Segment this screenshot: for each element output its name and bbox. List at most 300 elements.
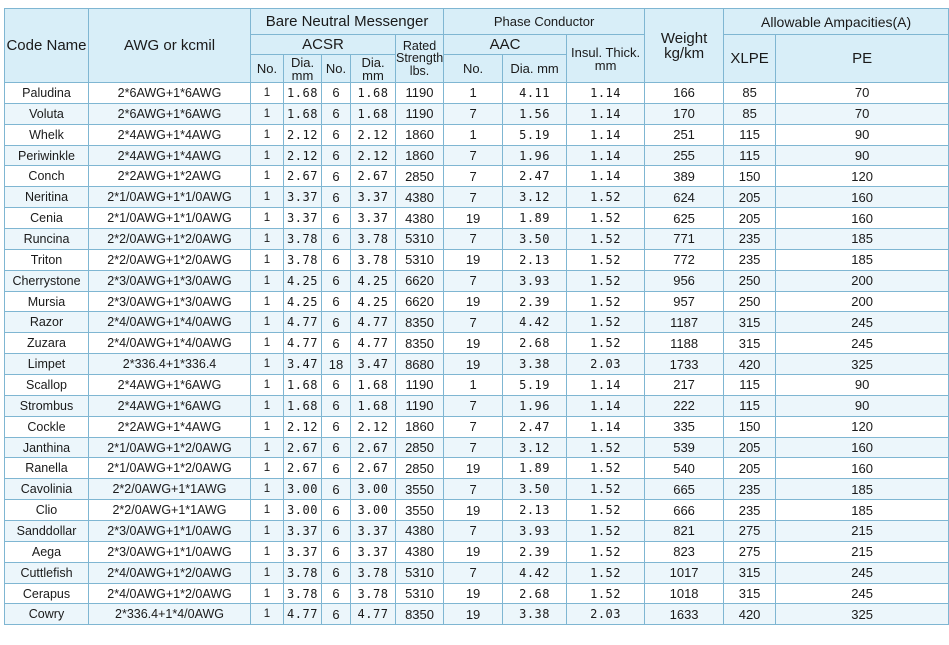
header-acsr: ACSR	[251, 35, 396, 55]
cell-aac-dia: 2.39	[503, 291, 567, 312]
cell-aac-no: 19	[444, 500, 503, 521]
cell-weight: 251	[645, 124, 724, 145]
cell-aac-no: 19	[444, 249, 503, 270]
cell-pe: 70	[776, 83, 949, 104]
table-body	[5, 83, 949, 625]
cell-aac-no: 7	[444, 479, 503, 500]
cell-weight: 821	[645, 521, 724, 542]
cell-aac-no: 19	[444, 208, 503, 229]
cell-xlpe: 250	[724, 270, 776, 291]
table-row	[5, 500, 949, 521]
cell-acsr-dia-2: 4.25	[351, 270, 396, 291]
cell-pe: 245	[776, 333, 949, 354]
cell-code-name: Sanddollar	[5, 521, 89, 542]
cell-code-name: Mursia	[5, 291, 89, 312]
cell-code-name: Neritina	[5, 187, 89, 208]
cell-xlpe: 205	[724, 437, 776, 458]
cell-rated-strength: 2850	[396, 437, 444, 458]
cell-acsr-dia: 3.00	[284, 500, 322, 521]
table-row	[5, 249, 949, 270]
cell-acsr-no: 1	[251, 583, 284, 604]
table-row	[5, 375, 949, 396]
cell-pe: 200	[776, 270, 949, 291]
header-weight: Weight kg/km	[645, 9, 724, 83]
cell-acsr-no-2: 6	[322, 145, 351, 166]
cell-acsr-dia-2: 3.78	[351, 583, 396, 604]
cell-code-name: Limpet	[5, 354, 89, 375]
cell-weight: 1187	[645, 312, 724, 333]
cell-acsr-dia-2: 3.47	[351, 354, 396, 375]
cell-weight: 772	[645, 249, 724, 270]
cell-acsr-dia: 3.37	[284, 541, 322, 562]
cell-code-name: Aega	[5, 541, 89, 562]
cell-rated-strength: 8350	[396, 604, 444, 625]
cell-acsr-no-2: 6	[322, 333, 351, 354]
cell-pe: 90	[776, 124, 949, 145]
cell-acsr-dia-2: 3.00	[351, 500, 396, 521]
table-row	[5, 187, 949, 208]
cell-acsr-no-2: 6	[322, 312, 351, 333]
header-phase-conductor: Phase Conductor	[444, 9, 645, 35]
cell-rated-strength: 8680	[396, 354, 444, 375]
cell-aac-dia: 5.19	[503, 124, 567, 145]
cell-aac-dia: 3.50	[503, 479, 567, 500]
cell-aac-dia: 3.12	[503, 187, 567, 208]
cell-weight: 956	[645, 270, 724, 291]
cell-acsr-no-2: 6	[322, 416, 351, 437]
cell-pe: 185	[776, 479, 949, 500]
header-aac-dia: Dia. mm	[503, 55, 567, 83]
cell-acsr-no: 1	[251, 124, 284, 145]
cell-code-name: Cherrystone	[5, 270, 89, 291]
cell-awg: 2*4AWG+1*6AWG	[89, 375, 251, 396]
table-header	[5, 9, 949, 83]
cell-pe: 120	[776, 416, 949, 437]
cell-insul-thick: 1.14	[567, 166, 645, 187]
cell-acsr-no-2: 6	[322, 521, 351, 542]
cell-insul-thick: 1.52	[567, 521, 645, 542]
cell-aac-dia: 3.93	[503, 270, 567, 291]
cell-xlpe: 150	[724, 166, 776, 187]
cell-rated-strength: 1190	[396, 103, 444, 124]
cell-insul-thick: 1.52	[567, 291, 645, 312]
header-bare-neutral: Bare Neutral Messenger	[251, 9, 444, 35]
cell-acsr-dia-2: 1.68	[351, 395, 396, 416]
cell-awg: 2*2AWG+1*2AWG	[89, 166, 251, 187]
cell-xlpe: 235	[724, 500, 776, 521]
cell-acsr-no: 1	[251, 312, 284, 333]
cell-code-name: Voluta	[5, 103, 89, 124]
cell-aac-no: 7	[444, 416, 503, 437]
cell-rated-strength: 1190	[396, 395, 444, 416]
cell-acsr-no: 1	[251, 103, 284, 124]
cell-acsr-no: 1	[251, 249, 284, 270]
cell-acsr-no-2: 6	[322, 583, 351, 604]
cell-acsr-dia: 4.77	[284, 333, 322, 354]
cell-aac-no: 7	[444, 166, 503, 187]
cell-awg: 2*336.4+1*4/0AWG	[89, 604, 251, 625]
cell-aac-no: 7	[444, 521, 503, 542]
cell-awg: 2*4/0AWG+1*4/0AWG	[89, 333, 251, 354]
cell-xlpe: 235	[724, 229, 776, 250]
cell-acsr-no: 1	[251, 562, 284, 583]
cell-acsr-no: 1	[251, 521, 284, 542]
cell-weight: 166	[645, 83, 724, 104]
cell-code-name: Paludina	[5, 83, 89, 104]
cell-acsr-no-2: 6	[322, 291, 351, 312]
cell-weight: 389	[645, 166, 724, 187]
cell-code-name: Runcina	[5, 229, 89, 250]
cell-aac-no: 19	[444, 458, 503, 479]
cell-weight: 666	[645, 500, 724, 521]
cell-acsr-dia-2: 3.37	[351, 187, 396, 208]
cell-rated-strength: 1860	[396, 145, 444, 166]
cell-aac-no: 19	[444, 333, 503, 354]
table-row	[5, 521, 949, 542]
cell-acsr-dia-2: 4.77	[351, 333, 396, 354]
table-row	[5, 124, 949, 145]
cell-acsr-dia-2: 3.37	[351, 208, 396, 229]
cell-acsr-dia: 4.25	[284, 291, 322, 312]
cell-acsr-no: 1	[251, 395, 284, 416]
cell-weight: 823	[645, 541, 724, 562]
header-acsr-dia: Dia. mm	[284, 55, 322, 83]
cell-code-name: Conch	[5, 166, 89, 187]
cell-acsr-no-2: 6	[322, 395, 351, 416]
cell-acsr-dia-2: 2.12	[351, 124, 396, 145]
cell-awg: 2*6AWG+1*6AWG	[89, 83, 251, 104]
cell-code-name: Periwinkle	[5, 145, 89, 166]
cell-code-name: Cenia	[5, 208, 89, 229]
cell-acsr-no: 1	[251, 437, 284, 458]
header-acsr-dia-2: Dia. mm	[351, 55, 396, 83]
cell-awg: 2*2/0AWG+1*2/0AWG	[89, 249, 251, 270]
cell-rated-strength: 6620	[396, 291, 444, 312]
cell-acsr-no: 1	[251, 270, 284, 291]
cell-acsr-no: 1	[251, 375, 284, 396]
cell-acsr-dia: 3.37	[284, 208, 322, 229]
cell-acsr-no: 1	[251, 208, 284, 229]
cell-acsr-dia: 3.47	[284, 354, 322, 375]
cell-pe: 245	[776, 562, 949, 583]
cell-awg: 2*4AWG+1*4AWG	[89, 145, 251, 166]
cell-aac-dia: 3.12	[503, 437, 567, 458]
cell-weight: 539	[645, 437, 724, 458]
cell-insul-thick: 1.52	[567, 541, 645, 562]
cell-rated-strength: 2850	[396, 166, 444, 187]
cell-acsr-dia-2: 3.00	[351, 479, 396, 500]
cell-weight: 625	[645, 208, 724, 229]
cell-aac-dia: 2.13	[503, 249, 567, 270]
cell-awg: 2*3/0AWG+1*3/0AWG	[89, 291, 251, 312]
cell-acsr-no-2: 6	[322, 375, 351, 396]
header-awg: AWG or kcmil	[89, 9, 251, 83]
table-row	[5, 541, 949, 562]
cell-rated-strength: 5310	[396, 583, 444, 604]
cell-acsr-dia-2: 3.78	[351, 229, 396, 250]
cell-awg: 2*4/0AWG+1*2/0AWG	[89, 583, 251, 604]
cell-aac-no: 19	[444, 583, 503, 604]
cell-rated-strength: 3550	[396, 479, 444, 500]
cell-awg: 2*6AWG+1*6AWG	[89, 103, 251, 124]
cell-rated-strength: 1860	[396, 416, 444, 437]
cell-acsr-dia: 3.78	[284, 583, 322, 604]
cell-insul-thick: 1.52	[567, 333, 645, 354]
cell-acsr-no-2: 6	[322, 103, 351, 124]
cell-awg: 2*1/0AWG+1*1/0AWG	[89, 208, 251, 229]
cell-insul-thick: 1.52	[567, 249, 645, 270]
cell-acsr-dia: 4.77	[284, 604, 322, 625]
cell-aac-no: 7	[444, 395, 503, 416]
header-aac-no: No.	[444, 55, 503, 83]
cell-code-name: Whelk	[5, 124, 89, 145]
cell-pe: 200	[776, 291, 949, 312]
cell-acsr-dia: 1.68	[284, 375, 322, 396]
cell-acsr-dia-2: 4.25	[351, 291, 396, 312]
cell-awg: 2*336.4+1*336.4	[89, 354, 251, 375]
cell-acsr-no-2: 6	[322, 208, 351, 229]
cell-aac-no: 1	[444, 83, 503, 104]
cell-awg: 2*1/0AWG+1*1/0AWG	[89, 187, 251, 208]
cell-aac-no: 1	[444, 375, 503, 396]
cell-rated-strength: 5310	[396, 229, 444, 250]
cell-pe: 90	[776, 145, 949, 166]
cell-insul-thick: 1.14	[567, 395, 645, 416]
cell-aac-dia: 2.39	[503, 541, 567, 562]
cell-acsr-no: 1	[251, 166, 284, 187]
cell-awg: 2*4/0AWG+1*2/0AWG	[89, 562, 251, 583]
cell-acsr-dia: 3.78	[284, 562, 322, 583]
cell-rated-strength: 4380	[396, 541, 444, 562]
cell-rated-strength: 1860	[396, 124, 444, 145]
cell-aac-dia: 2.13	[503, 500, 567, 521]
cell-awg: 2*4AWG+1*6AWG	[89, 395, 251, 416]
cell-acsr-no: 1	[251, 500, 284, 521]
cell-acsr-no-2: 6	[322, 187, 351, 208]
cell-weight: 665	[645, 479, 724, 500]
cell-aac-dia: 3.93	[503, 521, 567, 542]
header-rated-strength: Rated Strength lbs.	[396, 35, 444, 83]
cell-aac-dia: 1.56	[503, 103, 567, 124]
cell-acsr-dia-2: 4.77	[351, 312, 396, 333]
cell-acsr-dia-2: 4.77	[351, 604, 396, 625]
cell-acsr-no: 1	[251, 83, 284, 104]
cell-acsr-no-2: 6	[322, 500, 351, 521]
cell-acsr-dia-2: 2.12	[351, 416, 396, 437]
cell-xlpe: 85	[724, 103, 776, 124]
cell-pe: 160	[776, 458, 949, 479]
cell-aac-dia: 3.50	[503, 229, 567, 250]
cell-pe: 215	[776, 521, 949, 542]
table-row	[5, 416, 949, 437]
cell-pe: 185	[776, 229, 949, 250]
cell-weight: 540	[645, 458, 724, 479]
cell-acsr-no: 1	[251, 479, 284, 500]
cell-rated-strength: 5310	[396, 249, 444, 270]
cell-acsr-dia-2: 3.78	[351, 249, 396, 270]
cell-pe: 160	[776, 437, 949, 458]
header-insul-thick: Insul. Thick. mm	[567, 35, 645, 83]
cell-aac-no: 19	[444, 354, 503, 375]
cell-acsr-dia-2: 3.78	[351, 562, 396, 583]
cell-acsr-dia: 2.12	[284, 145, 322, 166]
header-acsr-no: No.	[251, 55, 284, 83]
cell-acsr-no-2: 6	[322, 124, 351, 145]
table-row	[5, 354, 949, 375]
cell-acsr-dia: 2.67	[284, 437, 322, 458]
cell-acsr-no-2: 6	[322, 562, 351, 583]
cell-code-name: Razor	[5, 312, 89, 333]
cell-acsr-dia: 3.78	[284, 229, 322, 250]
table-row	[5, 333, 949, 354]
cell-code-name: Clio	[5, 500, 89, 521]
cell-insul-thick: 1.52	[567, 208, 645, 229]
cell-xlpe: 150	[724, 416, 776, 437]
cell-xlpe: 315	[724, 312, 776, 333]
cell-aac-no: 7	[444, 562, 503, 583]
cell-acsr-no: 1	[251, 291, 284, 312]
cell-code-name: Ranella	[5, 458, 89, 479]
cell-aac-dia: 1.96	[503, 395, 567, 416]
cell-weight: 957	[645, 291, 724, 312]
cell-aac-no: 7	[444, 270, 503, 291]
cell-insul-thick: 1.14	[567, 83, 645, 104]
cell-code-name: Cuttlefish	[5, 562, 89, 583]
cell-aac-no: 19	[444, 604, 503, 625]
cell-aac-no: 7	[444, 187, 503, 208]
cell-xlpe: 315	[724, 562, 776, 583]
cell-weight: 1018	[645, 583, 724, 604]
table-row	[5, 291, 949, 312]
cell-aac-dia: 2.47	[503, 166, 567, 187]
cell-pe: 120	[776, 166, 949, 187]
cell-acsr-dia: 1.68	[284, 103, 322, 124]
cell-rated-strength: 2850	[396, 458, 444, 479]
cell-acsr-no: 1	[251, 333, 284, 354]
cell-acsr-no-2: 6	[322, 166, 351, 187]
cell-acsr-no-2: 6	[322, 437, 351, 458]
cell-insul-thick: 1.52	[567, 312, 645, 333]
cell-xlpe: 115	[724, 124, 776, 145]
cell-acsr-dia: 3.37	[284, 187, 322, 208]
cell-rated-strength: 8350	[396, 333, 444, 354]
cell-aac-dia: 4.42	[503, 562, 567, 583]
cell-insul-thick: 1.14	[567, 124, 645, 145]
cell-aac-dia: 3.38	[503, 354, 567, 375]
cell-awg: 2*2AWG+1*4AWG	[89, 416, 251, 437]
table-row	[5, 145, 949, 166]
cell-pe: 70	[776, 103, 949, 124]
cell-awg: 2*4/0AWG+1*4/0AWG	[89, 312, 251, 333]
cell-rated-strength: 3550	[396, 500, 444, 521]
cell-insul-thick: 1.52	[567, 187, 645, 208]
cell-acsr-no-2: 6	[322, 229, 351, 250]
cell-acsr-dia: 4.25	[284, 270, 322, 291]
cell-acsr-dia-2: 3.37	[351, 521, 396, 542]
cell-xlpe: 205	[724, 458, 776, 479]
cell-aac-dia: 3.38	[503, 604, 567, 625]
cell-acsr-dia: 2.12	[284, 124, 322, 145]
table-row	[5, 479, 949, 500]
cell-acsr-no: 1	[251, 187, 284, 208]
cell-acsr-no-2: 6	[322, 83, 351, 104]
cell-insul-thick: 1.52	[567, 458, 645, 479]
cell-xlpe: 250	[724, 291, 776, 312]
cell-acsr-no-2: 18	[322, 354, 351, 375]
cell-awg: 2*3/0AWG+1*3/0AWG	[89, 270, 251, 291]
cell-rated-strength: 8350	[396, 312, 444, 333]
cell-insul-thick: 1.52	[567, 583, 645, 604]
cell-awg: 2*2/0AWG+1*1AWG	[89, 479, 251, 500]
cell-aac-dia: 5.19	[503, 375, 567, 396]
cell-pe: 160	[776, 208, 949, 229]
cell-acsr-dia-2: 3.37	[351, 541, 396, 562]
cell-acsr-dia: 3.37	[284, 521, 322, 542]
cell-awg: 2*2/0AWG+1*2/0AWG	[89, 229, 251, 250]
cell-rated-strength: 1190	[396, 375, 444, 396]
cell-code-name: Cockle	[5, 416, 89, 437]
cell-awg: 2*1/0AWG+1*2/0AWG	[89, 458, 251, 479]
cell-acsr-no: 1	[251, 541, 284, 562]
cell-weight: 170	[645, 103, 724, 124]
cell-aac-dia: 2.68	[503, 333, 567, 354]
cell-acsr-no: 1	[251, 145, 284, 166]
cell-insul-thick: 2.03	[567, 354, 645, 375]
cell-insul-thick: 1.14	[567, 145, 645, 166]
cell-acsr-no: 1	[251, 416, 284, 437]
cell-acsr-dia: 3.78	[284, 249, 322, 270]
cell-weight: 1188	[645, 333, 724, 354]
cell-acsr-dia: 2.12	[284, 416, 322, 437]
cell-acsr-no-2: 6	[322, 604, 351, 625]
cell-rated-strength: 4380	[396, 208, 444, 229]
cell-rated-strength: 6620	[396, 270, 444, 291]
table-row	[5, 270, 949, 291]
header-code-name: Code Name	[5, 9, 89, 83]
cell-weight: 255	[645, 145, 724, 166]
cell-weight: 1017	[645, 562, 724, 583]
cell-code-name: Cerapus	[5, 583, 89, 604]
cell-weight: 222	[645, 395, 724, 416]
cell-acsr-dia-2: 2.67	[351, 437, 396, 458]
cell-acsr-dia-2: 2.67	[351, 166, 396, 187]
cell-acsr-dia: 4.77	[284, 312, 322, 333]
cell-acsr-no-2: 6	[322, 270, 351, 291]
cell-aac-no: 7	[444, 229, 503, 250]
cell-acsr-dia: 2.67	[284, 166, 322, 187]
cell-acsr-no-2: 6	[322, 541, 351, 562]
cell-pe: 215	[776, 541, 949, 562]
cell-rated-strength: 4380	[396, 521, 444, 542]
cell-acsr-dia-2: 1.68	[351, 375, 396, 396]
cell-acsr-dia: 3.00	[284, 479, 322, 500]
cell-aac-no: 7	[444, 312, 503, 333]
table-row	[5, 583, 949, 604]
header-xlpe: XLPE	[724, 35, 776, 83]
cell-acsr-no-2: 6	[322, 479, 351, 500]
cell-acsr-no: 1	[251, 229, 284, 250]
cell-aac-dia: 4.42	[503, 312, 567, 333]
cell-acsr-dia: 1.68	[284, 83, 322, 104]
cell-weight: 1633	[645, 604, 724, 625]
cell-xlpe: 85	[724, 83, 776, 104]
cell-aac-dia: 2.47	[503, 416, 567, 437]
cell-acsr-dia-2: 1.68	[351, 83, 396, 104]
cell-aac-dia: 2.68	[503, 583, 567, 604]
cell-xlpe: 315	[724, 583, 776, 604]
cell-xlpe: 275	[724, 541, 776, 562]
cell-code-name: Scallop	[5, 375, 89, 396]
